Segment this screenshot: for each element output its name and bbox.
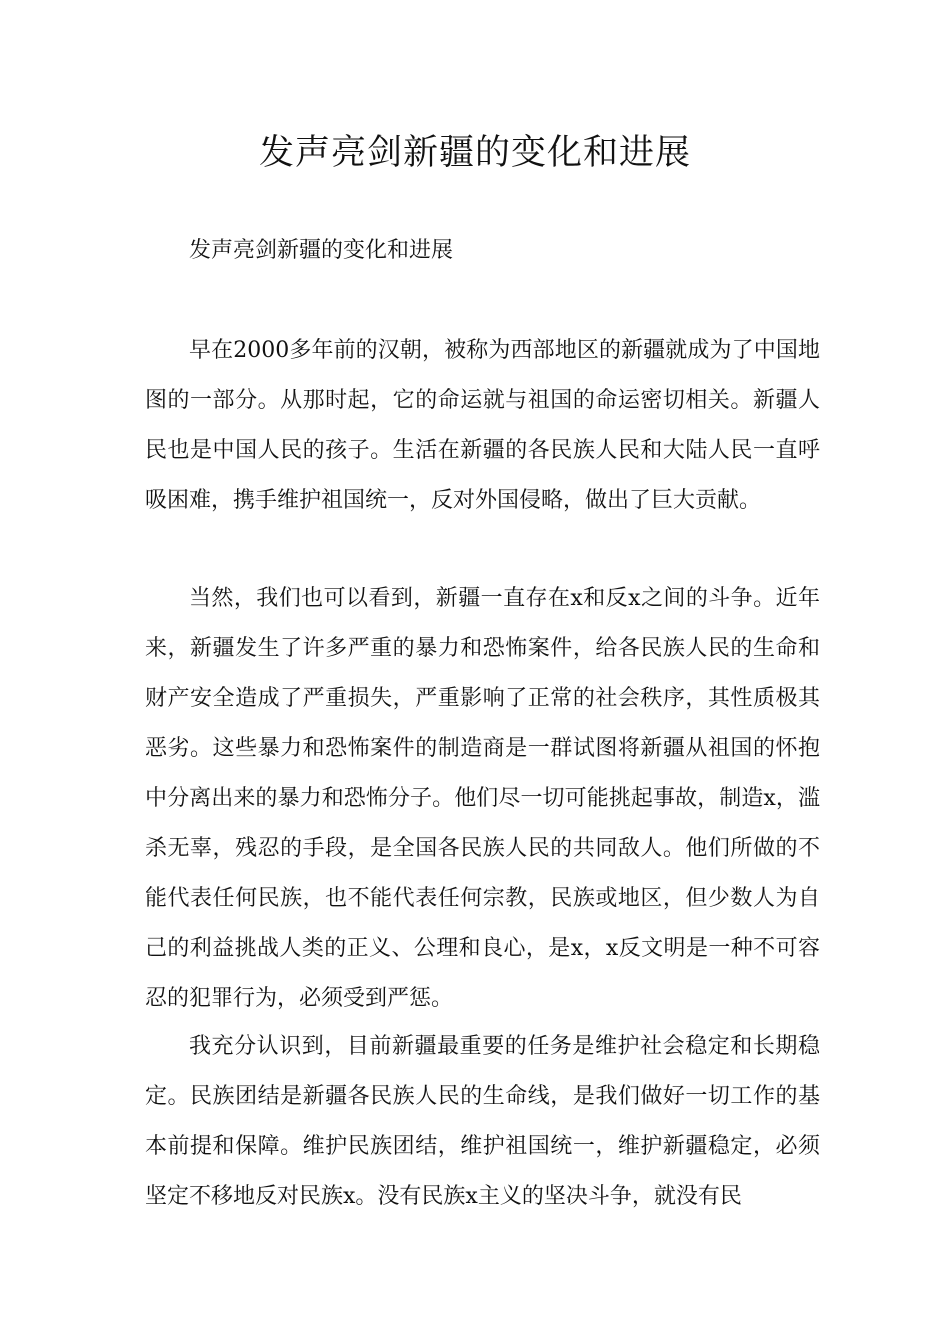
body-paragraph: 早在2000多年前的汉朝，被称为西部地区的新疆就成为了中国地图的一部分。从那时起，它的命运就与祖国的命运密切相关。新疆人民也是中国人民的孩子。生活在新疆的各民族人民和大陆人民一直呼吸困难，携手维护祖国统一，反对外国侵略，做出了巨大贡献。 [145,338,820,513]
body-paragraph: 当然，我们也可以看到，新疆一直存在x和反x之间的斗争。近年来，新疆发生了许多严重的暴力和恐怖案件，给各民族人民的生命和财产安全造成了严重损失，严重影响了正常的社会秩序，其性质极其恶劣。这些暴力和恐怖案件的制造商是一群试图将新疆从祖国的怀抱中分离出来的暴力和恐怖分子。他们尽一切可能挑起事故，制造x，滥杀无辜，残忍的手段，是全国各民族人民的共同敌人。他们所做的不能代表任何民族，也不能代表任何宗教，民族或地区，但少数人为自己的利益挑战人类的正义、公理和良心，是x，x反文明是一种不可容忍的犯罪行为，必须受到严惩。 [145,586,820,1011]
body-paragraph: 我充分认识到，目前新疆最重要的任务是维护社会稳定和长期稳定。民族团结是新疆各民族人民的生命线，是我们做好一切工作的基本前提和保障。维护民族团结，维护祖国统一，维护新疆稳定，必须坚定不移地反对民族x。没有民族x主义的坚决斗争，就没有民 [145,1034,820,1209]
document-subtitle: 发声亮剑新疆的变化和进展 [189,238,454,263]
document-title: 发声亮剑新疆的变化和进展 [258,133,691,173]
